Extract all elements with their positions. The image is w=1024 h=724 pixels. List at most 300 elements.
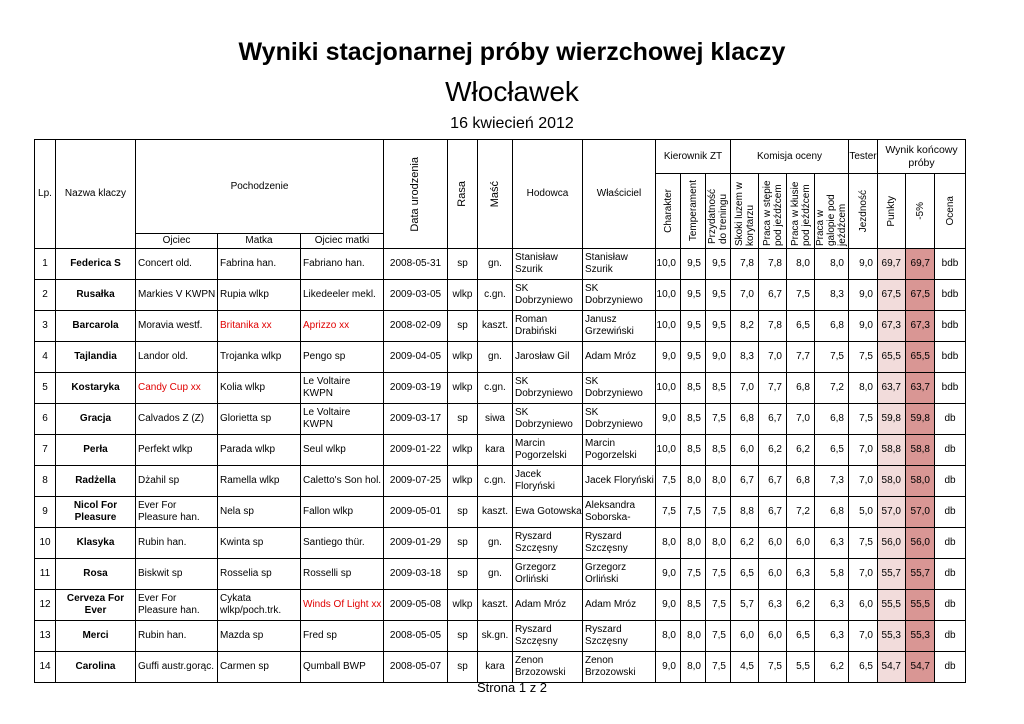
- row-lp: 4: [35, 342, 56, 373]
- row-stepie: 6,2: [759, 435, 787, 466]
- row-masc: c.gn.: [478, 280, 513, 311]
- row-ojciec: Rubin han.: [136, 621, 218, 652]
- header-galopie: Praca w galopie pod jeźdźcem: [815, 174, 849, 249]
- row-hodowca: Ewa Gotowska: [513, 497, 583, 528]
- page-date: 16 kwiecień 2012: [450, 115, 574, 132]
- page-subtitle: Włocławek: [445, 76, 579, 107]
- row-rasa: wlkp: [448, 342, 478, 373]
- header-minus5: -5%: [906, 174, 935, 249]
- row-jezdnosc: 9,0: [849, 249, 878, 280]
- row-skoki: 8,8: [731, 497, 759, 528]
- table-row: [35, 280, 966, 311]
- row-masc: siwa: [478, 404, 513, 435]
- row-ojciec-matki: Fallon wlkp: [301, 497, 384, 528]
- row-wlasciciel: SK Dobrzyniewo: [583, 373, 656, 404]
- row-hodowca: Stanisław Szurik: [513, 249, 583, 280]
- table-row: [35, 528, 966, 559]
- row-temperament: 8,5: [681, 404, 706, 435]
- row-charakter: 9,0: [656, 342, 681, 373]
- table-row: [35, 621, 966, 652]
- row-hodowca: SK Dobrzyniewo: [513, 404, 583, 435]
- table-row: [35, 311, 966, 342]
- row-punkty: 63,7: [878, 373, 906, 404]
- row-hodowca: Jacek Floryński: [513, 466, 583, 497]
- header-stepie: Praca w stępie pod jeźdźcem: [759, 174, 787, 249]
- row-data-urodzenia: 2009-03-17: [384, 404, 448, 435]
- row-name: Klasyka: [56, 528, 136, 559]
- row-lp: 5: [35, 373, 56, 404]
- row-name: Rusałka: [56, 280, 136, 311]
- row-charakter: 10,0: [656, 435, 681, 466]
- row-data-urodzenia: 2009-05-01: [384, 497, 448, 528]
- header-wynik-koncowy: Wynik końcowy próby: [878, 140, 966, 174]
- row-name: Rosa: [56, 559, 136, 590]
- row-matka: Nela sp: [218, 497, 301, 528]
- row-matka: Ramella wlkp: [218, 466, 301, 497]
- results-table: [34, 139, 966, 683]
- row-przydatnosc: 7,5: [706, 590, 731, 621]
- row-ojciec-matki: Fabriano han.: [301, 249, 384, 280]
- row-przydatnosc: 7,5: [706, 559, 731, 590]
- row-skoki: 6,7: [731, 466, 759, 497]
- row-ojciec: Candy Cup xx: [136, 373, 218, 404]
- row-minus5: 57,0: [906, 497, 935, 528]
- header-jezdnosc: Jezdność: [849, 174, 878, 249]
- row-klusie: 8,0: [787, 249, 815, 280]
- row-ojciec-matki: Caletto's Son hol.: [301, 466, 384, 497]
- row-ojciec: Concert old.: [136, 249, 218, 280]
- row-lp: 9: [35, 497, 56, 528]
- row-wlasciciel: Stanisław Szurik: [583, 249, 656, 280]
- row-jezdnosc: 7,0: [849, 621, 878, 652]
- row-masc: gn.: [478, 249, 513, 280]
- row-temperament: 8,0: [681, 652, 706, 683]
- row-galopie: 8,3: [815, 280, 849, 311]
- row-charakter: 8,0: [656, 528, 681, 559]
- row-punkty: 57,0: [878, 497, 906, 528]
- row-przydatnosc: 8,5: [706, 435, 731, 466]
- row-ojciec: Ever For Pleasure han.: [136, 590, 218, 621]
- row-skoki: 5,7: [731, 590, 759, 621]
- row-data-urodzenia: 2009-04-05: [384, 342, 448, 373]
- row-jezdnosc: 6,5: [849, 652, 878, 683]
- row-galopie: 7,5: [815, 342, 849, 373]
- row-charakter: 10,0: [656, 249, 681, 280]
- row-stepie: 6,3: [759, 590, 787, 621]
- row-minus5: 65,5: [906, 342, 935, 373]
- row-charakter: 9,0: [656, 404, 681, 435]
- row-punkty: 55,3: [878, 621, 906, 652]
- header-temperament: Temperament: [681, 174, 706, 249]
- row-lp: 10: [35, 528, 56, 559]
- row-galopie: 5,8: [815, 559, 849, 590]
- row-charakter: 10,0: [656, 373, 681, 404]
- row-stepie: 6,7: [759, 497, 787, 528]
- row-wlasciciel: Adam Mróz: [583, 590, 656, 621]
- row-punkty: 67,3: [878, 311, 906, 342]
- row-minus5: 55,5: [906, 590, 935, 621]
- row-klusie: 6,3: [787, 559, 815, 590]
- row-przydatnosc: 7,5: [706, 621, 731, 652]
- row-minus5: 56,0: [906, 528, 935, 559]
- row-skoki: 6,8: [731, 404, 759, 435]
- row-stepie: 7,0: [759, 342, 787, 373]
- row-masc: kaszt.: [478, 590, 513, 621]
- row-name: Gracja: [56, 404, 136, 435]
- row-data-urodzenia: 2009-03-19: [384, 373, 448, 404]
- row-temperament: 7,5: [681, 497, 706, 528]
- row-galopie: 7,3: [815, 466, 849, 497]
- row-ocena: bdb: [935, 373, 966, 404]
- row-wlasciciel: Zenon Brzozowski: [583, 652, 656, 683]
- row-masc: kara: [478, 435, 513, 466]
- row-wlasciciel: SK Dobrzyniewo: [583, 404, 656, 435]
- table-row: [35, 342, 966, 373]
- row-ojciec: Guffi austr.gorąc.: [136, 652, 218, 683]
- row-name: Radżella: [56, 466, 136, 497]
- table-row: [35, 404, 966, 435]
- row-ojciec-matki: Le Voltaire KWPN: [301, 404, 384, 435]
- row-punkty: 56,0: [878, 528, 906, 559]
- row-hodowca: Marcin Pogorzelski: [513, 435, 583, 466]
- table-row: [35, 249, 966, 280]
- row-stepie: 7,8: [759, 249, 787, 280]
- header-kierownik-zt: Kierownik ZT: [656, 140, 731, 174]
- row-lp: 6: [35, 404, 56, 435]
- header-rasa: Rasa: [448, 140, 478, 249]
- row-skoki: 7,8: [731, 249, 759, 280]
- row-hodowca: Zenon Brzozowski: [513, 652, 583, 683]
- row-temperament: 8,0: [681, 466, 706, 497]
- row-minus5: 54,7: [906, 652, 935, 683]
- row-temperament: 9,5: [681, 342, 706, 373]
- row-charakter: 9,0: [656, 559, 681, 590]
- row-ocena: db: [935, 435, 966, 466]
- row-temperament: 8,5: [681, 590, 706, 621]
- row-punkty: 58,0: [878, 466, 906, 497]
- row-skoki: 7,0: [731, 373, 759, 404]
- row-hodowca: Ryszard Szczęsny: [513, 621, 583, 652]
- row-jezdnosc: 7,0: [849, 435, 878, 466]
- row-stepie: 7,7: [759, 373, 787, 404]
- row-klusie: 7,2: [787, 497, 815, 528]
- row-ocena: db: [935, 559, 966, 590]
- row-ojciec: Calvados Z (Z): [136, 404, 218, 435]
- row-name: Kostaryka: [56, 373, 136, 404]
- row-minus5: 55,7: [906, 559, 935, 590]
- row-wlasciciel: SK Dobrzyniewo: [583, 280, 656, 311]
- row-temperament: 8,0: [681, 621, 706, 652]
- row-ojciec-matki: Aprizzo xx: [301, 311, 384, 342]
- row-galopie: 6,8: [815, 497, 849, 528]
- row-ocena: bdb: [935, 311, 966, 342]
- row-rasa: wlkp: [448, 435, 478, 466]
- row-rasa: wlkp: [448, 373, 478, 404]
- row-galopie: 6,3: [815, 621, 849, 652]
- row-minus5: 55,3: [906, 621, 935, 652]
- row-charakter: 7,5: [656, 497, 681, 528]
- row-matka: Kwinta sp: [218, 528, 301, 559]
- row-punkty: 54,7: [878, 652, 906, 683]
- row-klusie: 6,8: [787, 466, 815, 497]
- row-temperament: 9,5: [681, 249, 706, 280]
- row-rasa: sp: [448, 311, 478, 342]
- row-charakter: 9,0: [656, 652, 681, 683]
- row-minus5: 67,3: [906, 311, 935, 342]
- row-ocena: db: [935, 621, 966, 652]
- row-skoki: 6,5: [731, 559, 759, 590]
- row-jezdnosc: 7,5: [849, 342, 878, 373]
- table-row: [35, 590, 966, 621]
- row-jezdnosc: 7,5: [849, 528, 878, 559]
- row-charakter: 9,0: [656, 590, 681, 621]
- row-ojciec-matki: Pengo sp: [301, 342, 384, 373]
- row-punkty: 55,7: [878, 559, 906, 590]
- row-ojciec-matki: Qumball BWP: [301, 652, 384, 683]
- row-galopie: 6,3: [815, 590, 849, 621]
- row-rasa: sp: [448, 404, 478, 435]
- row-ojciec: Landor old.: [136, 342, 218, 373]
- table-row: [35, 497, 966, 528]
- row-charakter: 7,5: [656, 466, 681, 497]
- header-komisja-oceny: Komisja oceny: [731, 140, 849, 174]
- row-ojciec-matki: Winds Of Light xx: [301, 590, 384, 621]
- row-jezdnosc: 8,0: [849, 373, 878, 404]
- row-name: Merci: [56, 621, 136, 652]
- row-data-urodzenia: 2009-05-08: [384, 590, 448, 621]
- header-przydatnosc: Przydatność do treningu: [706, 174, 731, 249]
- row-przydatnosc: 7,5: [706, 404, 731, 435]
- row-matka: Rupia wlkp: [218, 280, 301, 311]
- row-masc: kaszt.: [478, 497, 513, 528]
- row-name: Barcarola: [56, 311, 136, 342]
- row-galopie: 6,8: [815, 404, 849, 435]
- row-rasa: wlkp: [448, 280, 478, 311]
- row-stepie: 6,7: [759, 280, 787, 311]
- row-ocena: db: [935, 528, 966, 559]
- header-hodowca: Hodowca: [513, 140, 583, 249]
- row-skoki: 7,0: [731, 280, 759, 311]
- row-ocena: db: [935, 652, 966, 683]
- row-jezdnosc: 9,0: [849, 280, 878, 311]
- row-klusie: 7,7: [787, 342, 815, 373]
- row-skoki: 6,2: [731, 528, 759, 559]
- row-lp: 7: [35, 435, 56, 466]
- row-ocena: db: [935, 497, 966, 528]
- row-ojciec-matki: Rosselli sp: [301, 559, 384, 590]
- header-ojciec: Ojciec: [136, 234, 218, 249]
- row-hodowca: SK Dobrzyniewo: [513, 373, 583, 404]
- results-rows: [35, 249, 966, 683]
- row-masc: kaszt.: [478, 311, 513, 342]
- table-row: [35, 373, 966, 404]
- row-rasa: sp: [448, 249, 478, 280]
- row-punkty: 59,8: [878, 404, 906, 435]
- row-data-urodzenia: 2009-01-29: [384, 528, 448, 559]
- row-data-urodzenia: 2009-07-25: [384, 466, 448, 497]
- row-masc: c.gn.: [478, 466, 513, 497]
- row-rasa: sp: [448, 559, 478, 590]
- page-title: Wyniki stacjonarnej próby wierzchowej klaczy: [238, 38, 786, 66]
- row-temperament: 9,5: [681, 280, 706, 311]
- row-matka: Trojanka wlkp: [218, 342, 301, 373]
- row-przydatnosc: 7,5: [706, 652, 731, 683]
- row-hodowca: Ryszard Szczęsny: [513, 528, 583, 559]
- row-hodowca: Jarosław Gil: [513, 342, 583, 373]
- row-stepie: 7,5: [759, 652, 787, 683]
- table-row: [35, 466, 966, 497]
- row-jezdnosc: 9,0: [849, 311, 878, 342]
- row-skoki: 6,0: [731, 435, 759, 466]
- row-przydatnosc: 8,0: [706, 528, 731, 559]
- row-jezdnosc: 6,0: [849, 590, 878, 621]
- row-stepie: 6,0: [759, 621, 787, 652]
- row-punkty: 69,7: [878, 249, 906, 280]
- row-wlasciciel: Jacek Floryński: [583, 466, 656, 497]
- row-minus5: 58,0: [906, 466, 935, 497]
- row-klusie: 7,0: [787, 404, 815, 435]
- row-matka: Parada wlkp: [218, 435, 301, 466]
- header-wlasciciel: Właściciel: [583, 140, 656, 249]
- row-stepie: 6,7: [759, 404, 787, 435]
- row-wlasciciel: Janusz Grzewiński: [583, 311, 656, 342]
- row-galopie: 7,2: [815, 373, 849, 404]
- row-lp: 3: [35, 311, 56, 342]
- row-ojciec: Ever For Pleasure han.: [136, 497, 218, 528]
- row-ojciec-matki: Fred sp: [301, 621, 384, 652]
- row-przydatnosc: 8,0: [706, 466, 731, 497]
- row-matka: Glorietta sp: [218, 404, 301, 435]
- row-name: Federica S: [56, 249, 136, 280]
- row-temperament: 8,5: [681, 435, 706, 466]
- row-stepie: 6,7: [759, 466, 787, 497]
- row-data-urodzenia: 2008-05-05: [384, 621, 448, 652]
- row-wlasciciel: Marcin Pogorzelski: [583, 435, 656, 466]
- row-punkty: 65,5: [878, 342, 906, 373]
- row-ocena: bdb: [935, 280, 966, 311]
- row-stepie: 7,8: [759, 311, 787, 342]
- row-matka: Cykata wlkp/poch.trk.: [218, 590, 301, 621]
- row-data-urodzenia: 2008-02-09: [384, 311, 448, 342]
- row-przydatnosc: 9,5: [706, 280, 731, 311]
- row-galopie: 6,8: [815, 311, 849, 342]
- row-minus5: 58,8: [906, 435, 935, 466]
- row-temperament: 8,5: [681, 373, 706, 404]
- row-temperament: 9,5: [681, 311, 706, 342]
- row-lp: 13: [35, 621, 56, 652]
- row-galopie: 6,2: [815, 652, 849, 683]
- header-klusie: Praca w kłusie pod jeźdźcem: [787, 174, 815, 249]
- row-data-urodzenia: 2008-05-07: [384, 652, 448, 683]
- row-ojciec-matki: Santiego thür.: [301, 528, 384, 559]
- row-name: Tajlandia: [56, 342, 136, 373]
- row-matka: Kolia wlkp: [218, 373, 301, 404]
- row-masc: gn.: [478, 559, 513, 590]
- row-ojciec-matki: Le Voltaire KWPN: [301, 373, 384, 404]
- row-hodowca: Grzegorz Orliński: [513, 559, 583, 590]
- row-ojciec: Rubin han.: [136, 528, 218, 559]
- row-punkty: 58,8: [878, 435, 906, 466]
- header-pochodzenie: Pochodzenie: [136, 140, 384, 234]
- row-name: Perła: [56, 435, 136, 466]
- row-skoki: 8,2: [731, 311, 759, 342]
- row-klusie: 6,8: [787, 373, 815, 404]
- header-ocena: Ocena: [935, 174, 966, 249]
- row-lp: 12: [35, 590, 56, 621]
- header-lp: Lp.: [35, 140, 56, 249]
- row-data-urodzenia: 2009-03-05: [384, 280, 448, 311]
- row-punkty: 67,5: [878, 280, 906, 311]
- row-ojciec: Biskwit sp: [136, 559, 218, 590]
- row-galopie: 8,0: [815, 249, 849, 280]
- row-klusie: 6,2: [787, 435, 815, 466]
- header-tester: Tester: [849, 140, 878, 174]
- row-wlasciciel: Ryszard Szczęsny: [583, 621, 656, 652]
- row-lp: 11: [35, 559, 56, 590]
- row-stepie: 6,0: [759, 528, 787, 559]
- row-klusie: 6,5: [787, 311, 815, 342]
- row-ojciec-matki: Seul wlkp: [301, 435, 384, 466]
- row-masc: kara: [478, 652, 513, 683]
- row-masc: gn.: [478, 528, 513, 559]
- row-charakter: 10,0: [656, 280, 681, 311]
- row-ojciec: Perfekt wlkp: [136, 435, 218, 466]
- row-przydatnosc: 8,5: [706, 373, 731, 404]
- row-jezdnosc: 7,0: [849, 466, 878, 497]
- row-lp: 1: [35, 249, 56, 280]
- row-data-urodzenia: 2009-01-22: [384, 435, 448, 466]
- table-row: [35, 652, 966, 683]
- row-lp: 8: [35, 466, 56, 497]
- row-skoki: 4,5: [731, 652, 759, 683]
- row-rasa: sp: [448, 497, 478, 528]
- row-masc: c.gn.: [478, 373, 513, 404]
- header-skoki: Skoki luzem w korytarzu: [731, 174, 759, 249]
- row-ojciec-matki: Likedeeler mekl.: [301, 280, 384, 311]
- table-row: [35, 559, 966, 590]
- row-name: Cerveza For Ever: [56, 590, 136, 621]
- row-klusie: 6,2: [787, 590, 815, 621]
- row-minus5: 63,7: [906, 373, 935, 404]
- row-name: Nicol For Pleasure: [56, 497, 136, 528]
- row-temperament: 7,5: [681, 559, 706, 590]
- row-jezdnosc: 5,0: [849, 497, 878, 528]
- row-skoki: 8,3: [731, 342, 759, 373]
- row-punkty: 55,5: [878, 590, 906, 621]
- row-hodowca: SK Dobrzyniewo: [513, 280, 583, 311]
- row-skoki: 6,0: [731, 621, 759, 652]
- row-hodowca: Roman Drabiński: [513, 311, 583, 342]
- row-ojciec: Moravia westf.: [136, 311, 218, 342]
- row-klusie: 6,0: [787, 528, 815, 559]
- row-wlasciciel: Adam Mróz: [583, 342, 656, 373]
- row-charakter: 10,0: [656, 311, 681, 342]
- row-minus5: 69,7: [906, 249, 935, 280]
- row-masc: gn.: [478, 342, 513, 373]
- row-lp: 2: [35, 280, 56, 311]
- row-ojciec: Markies V KWPN: [136, 280, 218, 311]
- header-name: Nazwa klaczy: [56, 140, 136, 249]
- row-przydatnosc: 7,5: [706, 497, 731, 528]
- row-ocena: bdb: [935, 342, 966, 373]
- row-matka: Britanika xx: [218, 311, 301, 342]
- header-matka: Matka: [218, 234, 301, 249]
- row-ocena: db: [935, 466, 966, 497]
- row-matka: Carmen sp: [218, 652, 301, 683]
- header-masc: Maść: [478, 140, 513, 249]
- row-galopie: 6,3: [815, 528, 849, 559]
- row-minus5: 59,8: [906, 404, 935, 435]
